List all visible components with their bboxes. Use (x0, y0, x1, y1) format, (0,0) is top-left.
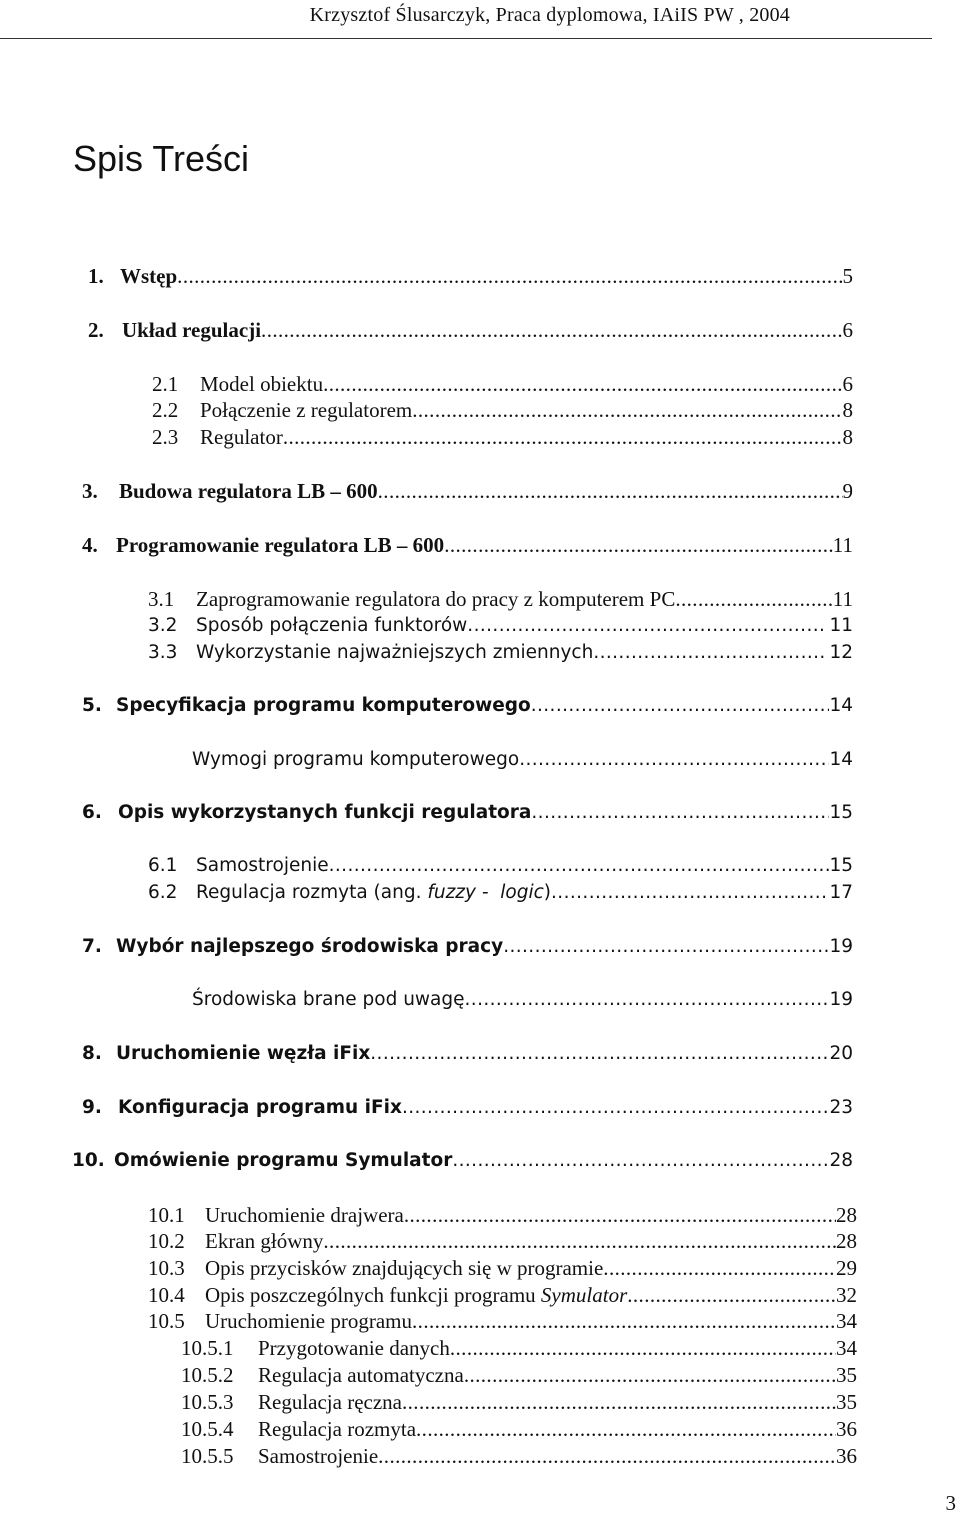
toc-entry-number: 5. (82, 695, 102, 716)
toc-entry-title: Wstęp (120, 264, 178, 288)
toc-entry-number: 3.2 (148, 615, 178, 636)
toc-entry[interactable] (148, 853, 853, 879)
toc-entry-page: 6 (842, 318, 853, 342)
toc-entry-number: 10.2 (148, 1229, 185, 1253)
toc-leader-dots (412, 397, 842, 423)
toc-entry-page: 34 (836, 1309, 857, 1333)
toc-entry-number: 10.4 (148, 1283, 185, 1307)
toc-entry-page: 17 (829, 882, 853, 903)
toc-entry[interactable] (192, 987, 853, 1013)
toc-entry-page: 11 (823, 615, 853, 636)
toc-entry[interactable] (181, 1335, 857, 1361)
toc-leader-dots (627, 1282, 836, 1308)
toc-leader-dots (444, 532, 833, 558)
toc-entry-title-part: Regulacja rozmyta (ang. (196, 882, 428, 903)
toc-leader-dots (531, 800, 829, 826)
toc-entry-page: 34 (836, 1336, 857, 1360)
toc-entry[interactable] (181, 1362, 857, 1388)
toc-entry-page: 29 (836, 1256, 857, 1280)
toc-leader-dots (519, 747, 829, 773)
toc-entry-number: 4. (82, 533, 98, 557)
toc-entry-title: Konfiguracja programu iFix (118, 1097, 402, 1118)
toc-entry-title: Wykorzystanie najważniejszych zmiennych (196, 642, 594, 663)
toc-entry-number: 10.3 (148, 1256, 185, 1280)
toc-entry-page: 36 (836, 1444, 857, 1468)
toc-entry-number: 3.1 (148, 587, 175, 611)
toc-entry-page: 20 (829, 1043, 853, 1064)
toc-entry-page: 15 (829, 802, 853, 823)
toc-leader-dots (402, 1389, 836, 1415)
toc-entry-page: 23 (829, 1097, 853, 1118)
toc-entry[interactable] (152, 397, 853, 423)
toc-entry-title: Zaprogramowanie regulatora do pracy z komputerem PC (196, 587, 676, 611)
toc-entry[interactable] (148, 613, 853, 639)
toc-entry-title: Uruchomienie węzła iFix (116, 1043, 371, 1064)
toc-entry-page: 19 (829, 936, 853, 957)
toc-entry[interactable] (148, 640, 853, 666)
toc-entry-title: Samostrojenie (196, 855, 329, 876)
toc-entry-number: 10.5 (148, 1309, 185, 1333)
toc-entry[interactable] (148, 880, 853, 906)
toc-leader-dots (404, 1202, 836, 1228)
toc-entry-number: 2.3 (152, 425, 179, 449)
toc-entry-number: 3. (82, 479, 98, 503)
toc-leader-dots (378, 478, 843, 504)
toc-entry-page: 5 (842, 264, 853, 288)
toc-entry[interactable] (82, 1041, 853, 1067)
toc-leader-dots (329, 853, 830, 879)
toc-entry-title: Opis wykorzystanych funkcji regulatora (118, 802, 532, 823)
toc-entry-page: 9 (842, 479, 853, 503)
toc-entry-page: 15 (829, 855, 853, 876)
toc-entry-page: 19 (829, 989, 853, 1010)
toc-entry-title: Opis przycisków znajdujących się w programie (205, 1256, 604, 1280)
toc-leader-dots (416, 1416, 836, 1442)
toc-leader-dots (323, 371, 842, 397)
toc-entry-title: Regulacja ręczna (258, 1390, 402, 1414)
toc-leader-dots (465, 987, 830, 1013)
toc-entry-title: Model obiektu (200, 372, 324, 396)
toc-leader-dots (323, 1228, 836, 1254)
toc-entry-page: 35 (836, 1390, 857, 1414)
toc-entry-page: 28 (829, 1150, 853, 1171)
toc-leader-dots (370, 1041, 829, 1067)
toc-entry-number: 2.2 (152, 398, 179, 422)
toc-leader-dots (675, 586, 832, 612)
toc-leader-dots (467, 613, 823, 639)
toc-entry-title-part: ) (543, 882, 552, 903)
toc-entry-title: Sposób połączenia funktorów (196, 615, 468, 636)
toc-entry-title-part: Opis poszczególnych funkcji programu (205, 1283, 541, 1307)
toc-entry-title: Regulator (200, 425, 283, 449)
toc-entry[interactable] (148, 1255, 857, 1281)
toc-entry-title: Wymogi programu komputerowego (192, 749, 520, 770)
toc-entry-number: 10. (72, 1150, 105, 1171)
toc-entry[interactable] (82, 1095, 853, 1121)
toc-entry[interactable] (181, 1389, 857, 1415)
toc-leader-dots (464, 1362, 836, 1388)
toc-leader-dots (450, 1335, 836, 1361)
toc-entry-title: Regulacja rozmyta (258, 1417, 417, 1441)
toc-leader-dots (593, 640, 823, 666)
toc-entry-title: Budowa regulatora LB – 600 (119, 479, 378, 503)
toc-entry-page: 8 (842, 425, 853, 449)
toc-entry-number: 10.1 (148, 1203, 185, 1227)
toc-entry-page: 14 (829, 695, 853, 716)
toc-entry-title: Wybór najlepszego środowiska pracy (116, 936, 504, 957)
toc-leader-dots (603, 1255, 836, 1281)
toc-entry[interactable] (181, 1443, 857, 1469)
toc-entry[interactable] (82, 532, 853, 558)
toc-entry-title: Regulacja automatyczna (258, 1363, 464, 1387)
toc-entry-number: 10.5.3 (181, 1390, 234, 1414)
toc-entry-number: 7. (82, 936, 102, 957)
toc-entry-number: 1. (88, 264, 104, 288)
toc-entry[interactable] (192, 747, 853, 773)
toc-leader-dots (177, 263, 842, 289)
toc-entry-page: 14 (829, 749, 853, 770)
toc-entry-number: 3.3 (148, 642, 178, 663)
toc-entry-page: 6 (842, 372, 853, 396)
toc-entry[interactable] (82, 934, 853, 960)
toc-entry-title: Specyfikacja programu komputerowego (116, 695, 531, 716)
toc-entry[interactable] (152, 424, 853, 450)
toc-entry-number: 6.2 (148, 882, 178, 903)
toc-leader-dots (551, 880, 829, 906)
toc-entry[interactable] (148, 1308, 857, 1334)
toc-leader-dots (503, 934, 829, 960)
toc-entry-number: 10.5.1 (181, 1336, 234, 1360)
page-title: Spis Treści (73, 138, 250, 179)
header-text: Krzysztof Ślusarczyk, Praca dyplomowa, IAiIS PW , 2004 (309, 4, 790, 26)
toc-entry-page: 12 (823, 642, 853, 663)
toc-leader-dots (531, 693, 830, 719)
toc-entry-page: 36 (836, 1417, 857, 1441)
toc-leader-dots (283, 424, 843, 450)
toc-entry-title: Połączenie z regulatorem (200, 398, 413, 422)
toc-entry[interactable] (148, 1228, 857, 1254)
toc-entry-title-italic: fuzzy - logic (427, 882, 544, 903)
toc-leader-dots (402, 1095, 830, 1121)
toc-leader-dots (412, 1308, 836, 1334)
page-number: 3 (945, 1491, 956, 1515)
toc-leader-dots (261, 317, 842, 343)
toc-entry-number: 2. (88, 318, 104, 342)
toc-entry[interactable] (148, 586, 853, 612)
toc-entry-number: 8. (82, 1043, 102, 1064)
toc-entry[interactable] (148, 1202, 857, 1228)
toc-entry[interactable] (181, 1416, 857, 1442)
toc-entry[interactable] (82, 478, 853, 504)
toc-entry-title: Samostrojenie (258, 1444, 379, 1468)
toc-entry-number: 2.1 (152, 372, 179, 396)
toc-entry-title: Programowanie regulatora LB – 600 (116, 533, 445, 557)
toc-entry[interactable] (88, 263, 853, 289)
toc-entry-title: Omówienie programu Symulator (114, 1150, 453, 1171)
toc-entry-title (205, 1282, 627, 1308)
toc-entry-title: Przygotowanie danych (258, 1336, 450, 1360)
toc-entry[interactable] (82, 693, 853, 719)
toc-entry-number: 10.5.4 (181, 1417, 234, 1441)
toc-entry[interactable] (88, 317, 853, 343)
toc-entry-page: 11 (832, 587, 853, 611)
toc-entry[interactable] (152, 371, 853, 397)
toc-entry[interactable] (82, 800, 853, 826)
toc-entry[interactable] (148, 1282, 857, 1308)
toc-entry-number: 10.5.5 (181, 1444, 234, 1468)
toc-entry-title: Układ regulacji (122, 318, 262, 342)
toc-entry-page: 11 (832, 533, 853, 557)
toc-entry-title (196, 880, 551, 906)
toc-entry-title: Uruchomienie drajwera (205, 1203, 404, 1227)
toc-entry-title: Środowiska brane pod uwagę (192, 989, 465, 1010)
toc-entry-page: 28 (836, 1229, 857, 1253)
toc-entry-number: 6.1 (148, 855, 178, 876)
toc-entry-page: 35 (836, 1363, 857, 1387)
toc-entry-number: 6. (82, 802, 102, 823)
toc-entry[interactable] (72, 1148, 853, 1174)
toc-leader-dots (378, 1443, 836, 1469)
toc-entry-number: 10.5.2 (181, 1363, 234, 1387)
toc-entry-number: 9. (82, 1097, 102, 1118)
toc-leader-dots (452, 1148, 829, 1174)
toc-entry-title-italic: Symulator (540, 1283, 628, 1307)
toc-entry-title: Uruchomienie programu (205, 1309, 413, 1333)
toc-entry-page: 32 (836, 1283, 857, 1307)
toc-entry-title: Ekran główny (205, 1229, 324, 1253)
toc-entry-page: 8 (842, 398, 853, 422)
toc-entry-page: 28 (836, 1203, 857, 1227)
